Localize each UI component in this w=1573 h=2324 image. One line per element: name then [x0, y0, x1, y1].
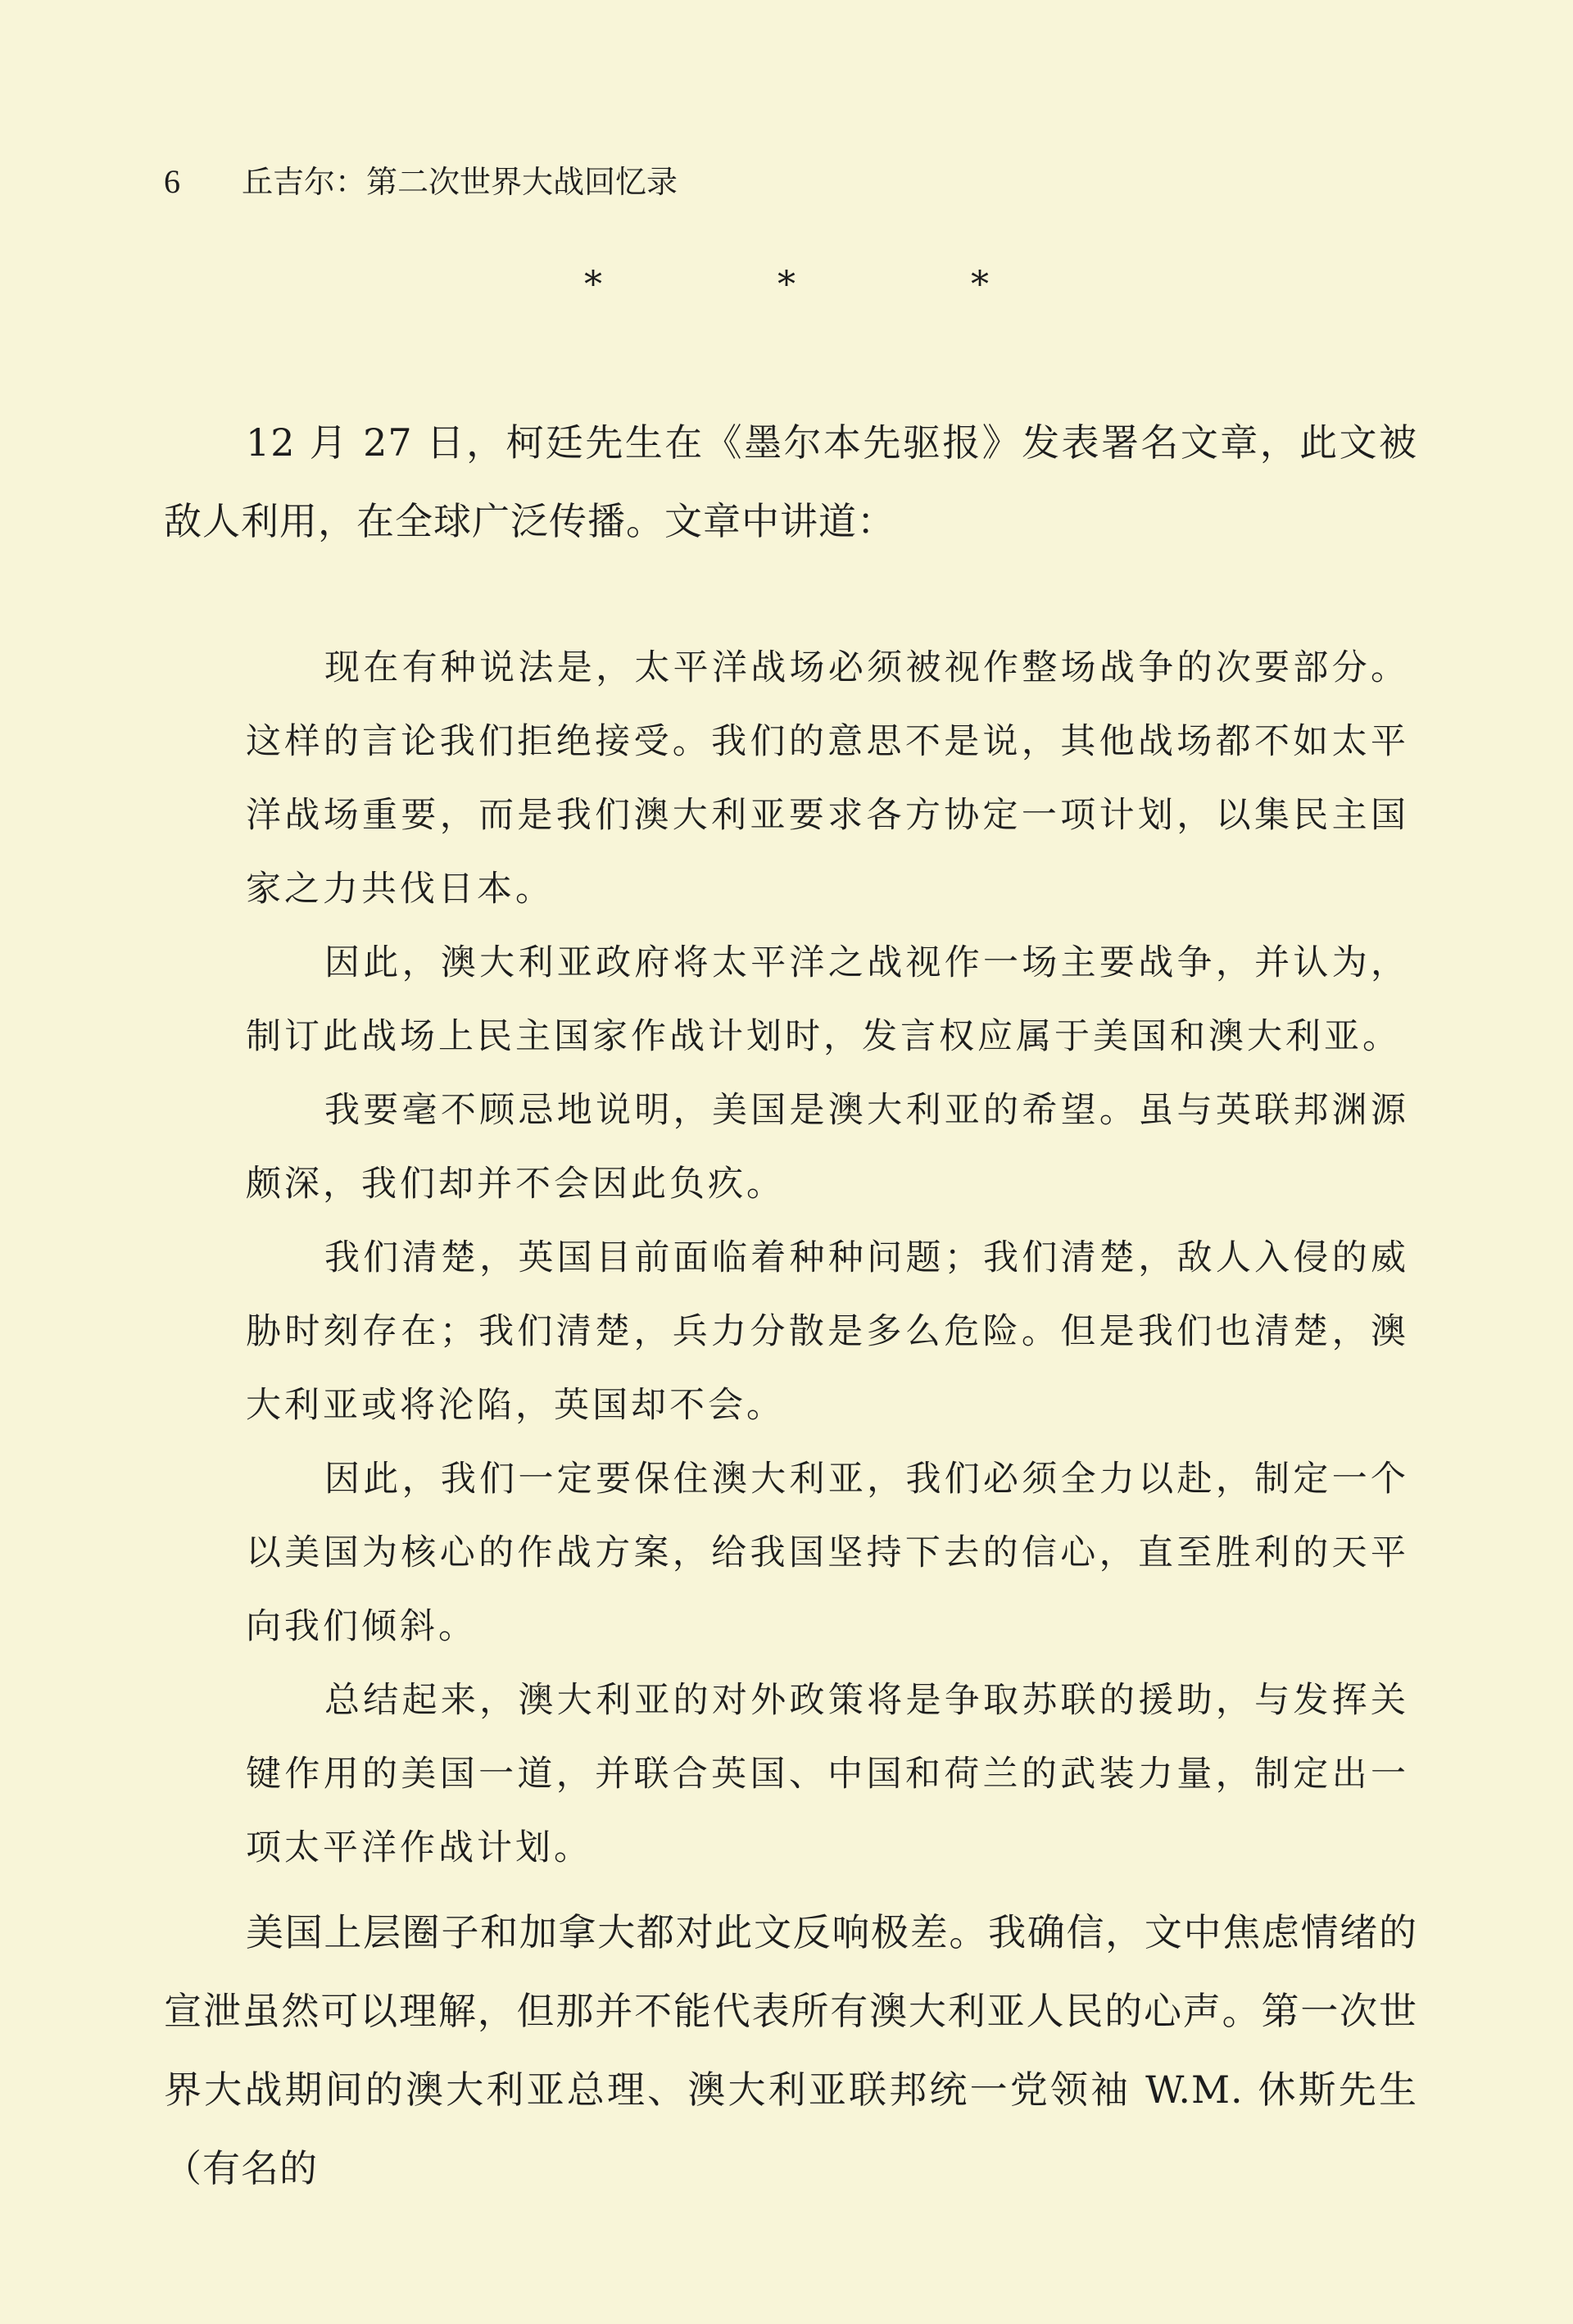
- quote-paragraph: 总结起来，澳大利亚的对外政策将是争取苏联的援助，与发挥关键作用的美国一道，并联合英国、中国和荷兰的武装力量，制定出一项太平洋作战计划。: [246, 1680, 1409, 1868]
- quote-paragraph: 因此，澳大利亚政府将太平洋之战视作一场主要战争，并认为，制订此战场上民主国家作战计划时，发言权应属于美国和澳大利亚。: [246, 942, 1409, 1057]
- page-number: 6: [164, 163, 180, 200]
- quote-paragraph: 现在有种说法是，太平洋战场必须被视作整场战争的次要部分。这样的言论我们拒绝接受。我们的意思不是说，其他战场都不如太平洋战场重要，而是我们澳大利亚要求各方协定一项计划，以集民主国家之力共伐日本。: [246, 647, 1409, 910]
- intro-paragraph: 12 月 27 日，柯廷先生在《墨尔本先驱报》发表署名文章，此文被敌人利用，在全球广泛传播。文章中讲道：: [164, 420, 1417, 543]
- section-separator: * * *: [584, 264, 1071, 306]
- running-header: [164, 161, 678, 203]
- quote-paragraph: 我要毫不顾忌地说明，美国是澳大利亚的希望。虽与英联邦渊源颇深，我们却并不会因此负疚。: [246, 1090, 1409, 1205]
- quote-paragraph: 因此，我们一定要保住澳大利亚，我们必须全力以赴，制定一个以美国为核心的作战方案，给我国坚持下去的信心，直至胜利的天平向我们倾斜。: [246, 1459, 1409, 1647]
- block-quote: [246, 631, 1409, 1885]
- quote-paragraph: 我们清楚，英国目前面临着种种问题；我们清楚，敌人入侵的威胁时刻存在；我们清楚，兵力分散是多么危险。但是我们也清楚，澳大利亚或将沦陷，英国却不会。: [246, 1237, 1409, 1426]
- book-title: 丘吉尔：第二次世界大战回忆录: [242, 164, 678, 200]
- closing-paragraph: 美国上层圈子和加拿大都对此文反响极差。我确信，文中焦虑情绪的宣泄虽然可以理解，但那并不能代表所有澳大利亚人民的心声。第一次世界大战期间的澳大利亚总理、澳大利亚联邦统一党领袖 W.M. 休斯先生（有名的: [164, 1910, 1417, 2190]
